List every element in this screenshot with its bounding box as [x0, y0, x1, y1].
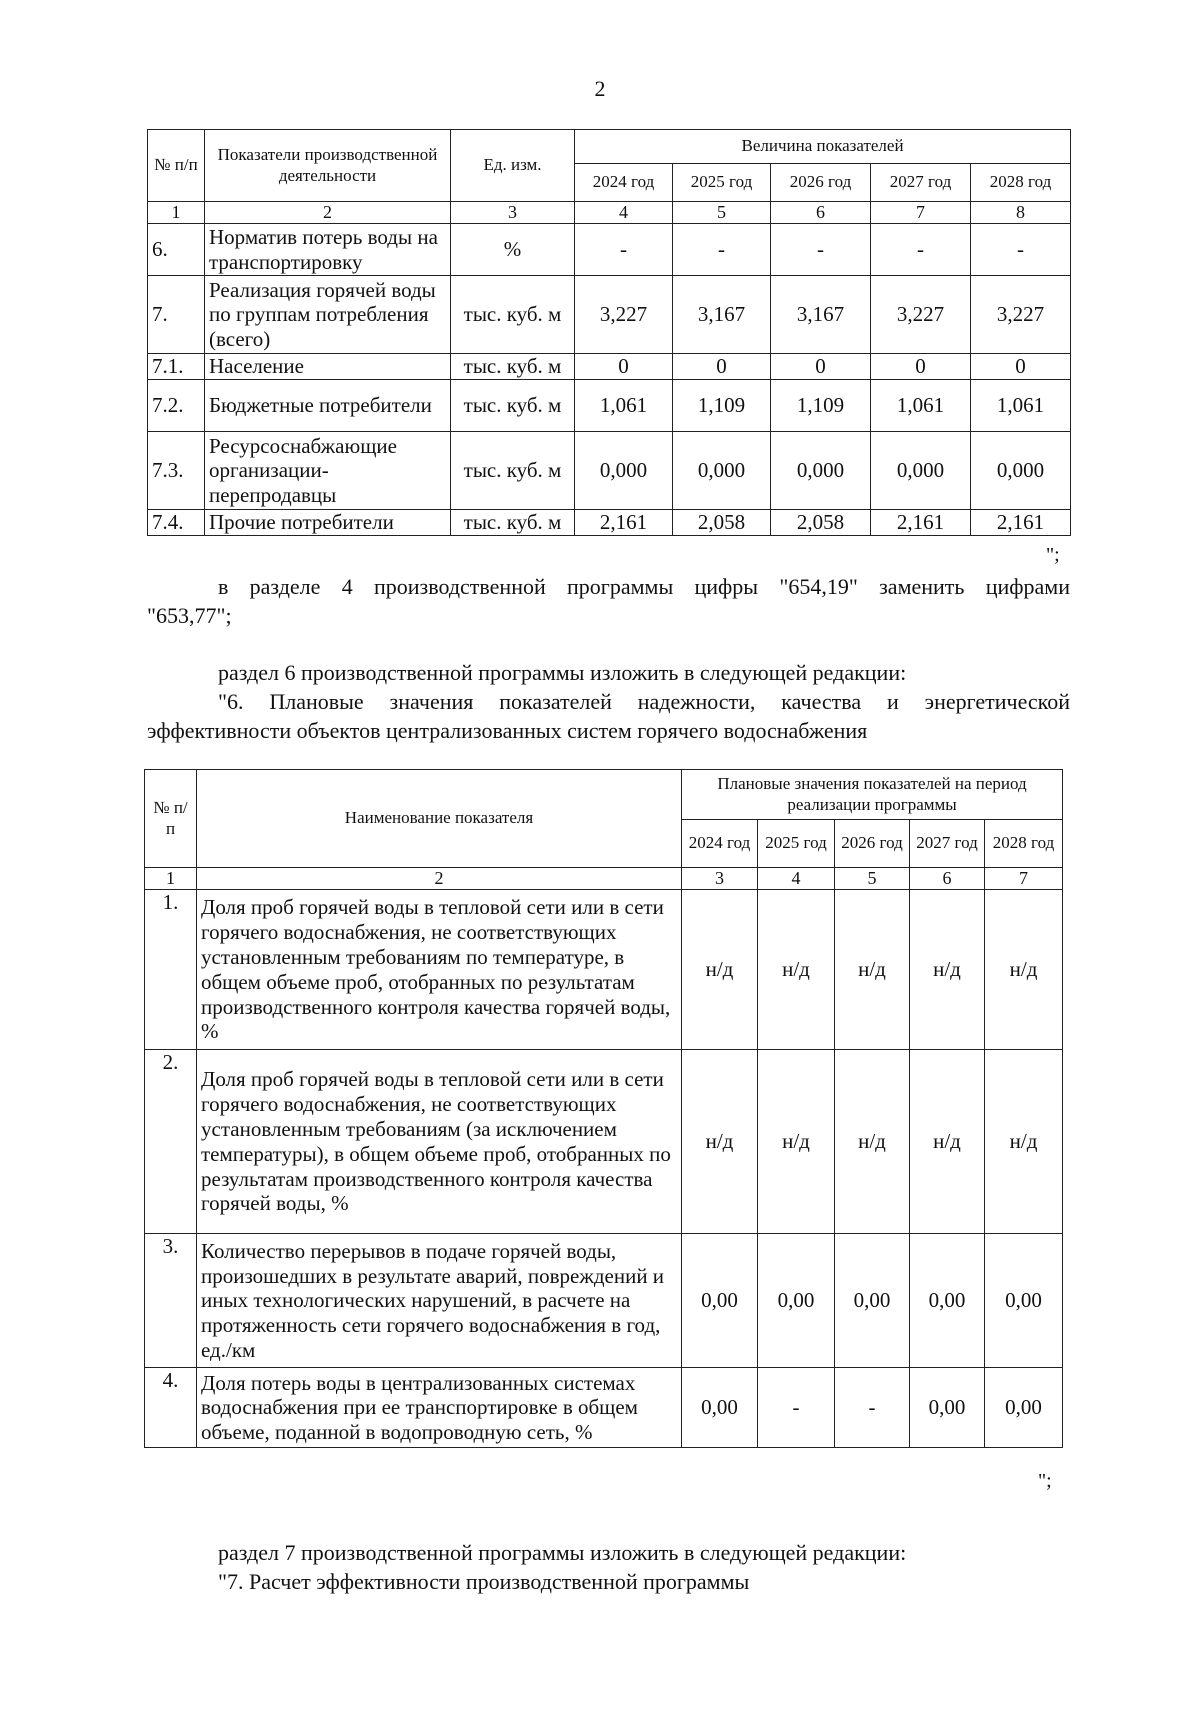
- header-year: 2027 год: [910, 820, 985, 868]
- row-value: н/д: [682, 890, 758, 1050]
- row-name: Доля потерь воды в централизованных системах водоснабжения при ее транспортировке в общем объеме, поданной в водопроводную сеть, %: [197, 1368, 682, 1448]
- table-row: [145, 1234, 1063, 1368]
- row-value: 0,00: [910, 1368, 985, 1448]
- row-value: 2,161: [971, 510, 1071, 536]
- row-value: 0,000: [575, 432, 673, 510]
- col-number: 6: [910, 868, 985, 890]
- row-value: 1,061: [971, 380, 1071, 432]
- col-number: 4: [575, 202, 673, 224]
- row-value: 0,000: [871, 432, 971, 510]
- row-value: н/д: [835, 890, 910, 1050]
- table2-closing-quote: ";: [1038, 1470, 1052, 1492]
- table-row: [145, 1368, 1063, 1448]
- row-value: 3,167: [771, 276, 871, 354]
- row-unit: %: [451, 224, 575, 276]
- table-row: [148, 276, 1071, 354]
- row-value: 0,00: [682, 1234, 758, 1368]
- row-value: 0: [673, 354, 771, 380]
- row-unit: тыс. куб. м: [451, 276, 575, 354]
- row-value: 2,161: [871, 510, 971, 536]
- row-value: 2,058: [673, 510, 771, 536]
- row-value: н/д: [682, 1050, 758, 1234]
- row-name: Доля проб горячей воды в тепловой сети или в сети горячего водоснабжения, не соответствующих установленным требованиям (за исключением температуры), в общем объеме проб, отобранных по результатам производственного контроля качества горячей воды, %: [197, 1050, 682, 1234]
- col-number: 7: [985, 868, 1063, 890]
- row-name: Население: [205, 354, 451, 380]
- row-value: -: [971, 224, 1071, 276]
- header-unit: Ед. изм.: [451, 130, 575, 202]
- col-number: 8: [971, 202, 1071, 224]
- table-row: [145, 1050, 1063, 1234]
- row-value: 0,00: [758, 1234, 835, 1368]
- row-value: н/д: [835, 1050, 910, 1234]
- row-name: Бюджетные потребители: [205, 380, 451, 432]
- row-value: 3,167: [673, 276, 771, 354]
- table-row: [148, 432, 1071, 510]
- header-year: 2025 год: [673, 164, 771, 202]
- row-name: Прочие потребители: [205, 510, 451, 536]
- row-num: 4.: [145, 1368, 197, 1448]
- table-row: [148, 224, 1071, 276]
- row-num: 6.: [148, 224, 205, 276]
- row-value: 0,00: [835, 1234, 910, 1368]
- table-row: [148, 510, 1071, 536]
- row-value: 2,161: [575, 510, 673, 536]
- row-num: 7.4.: [148, 510, 205, 536]
- header-indicator: Показатели производственной деятельности: [205, 130, 451, 202]
- header-num: № п/п: [145, 770, 197, 868]
- row-value: 1,109: [673, 380, 771, 432]
- row-value: 1,061: [871, 380, 971, 432]
- row-unit: тыс. куб. м: [451, 432, 575, 510]
- header-year: 2025 год: [758, 820, 835, 868]
- row-value: 1,061: [575, 380, 673, 432]
- row-value: н/д: [910, 890, 985, 1050]
- row-name: Норматив потерь воды на транспортировку: [205, 224, 451, 276]
- row-value: 0,00: [910, 1234, 985, 1368]
- paragraph-section6-intro: раздел 6 производственной программы изложить в следующей редакции:: [218, 660, 907, 685]
- row-num: 7.2.: [148, 380, 205, 432]
- paragraph-section4-line2: "653,77";: [147, 603, 232, 628]
- row-value: -: [673, 224, 771, 276]
- header-year: 2024 год: [682, 820, 758, 868]
- row-name: Реализация горячей воды по группам потребления (всего): [205, 276, 451, 354]
- row-value: 2,058: [771, 510, 871, 536]
- row-value: 0,00: [985, 1368, 1063, 1448]
- row-value: н/д: [985, 1050, 1063, 1234]
- col-number: 6: [771, 202, 871, 224]
- row-value: 0,000: [673, 432, 771, 510]
- row-value: н/д: [758, 1050, 835, 1234]
- col-number: 3: [451, 202, 575, 224]
- paragraph-section7-intro: раздел 7 производственной программы изложить в следующей редакции:: [218, 1540, 907, 1565]
- paragraph-section7-title: "7. Расчет эффективности производственной программы: [218, 1569, 750, 1594]
- row-value: н/д: [910, 1050, 985, 1234]
- row-value: н/д: [758, 890, 835, 1050]
- row-value: 0: [771, 354, 871, 380]
- row-value: 0,000: [771, 432, 871, 510]
- header-values-group: Плановые значения показателей на период реализации программы: [682, 770, 1063, 820]
- col-number: 2: [197, 868, 682, 890]
- row-value: н/д: [985, 890, 1063, 1050]
- row-name: Количество перерывов в подаче горячей воды, произошедших в результате аварий, повреждений и иных технологических нарушений, в расчете на протяженность сети горячего водоснабжения в год, ед./км: [197, 1234, 682, 1368]
- row-num: 7.: [148, 276, 205, 354]
- row-value: -: [771, 224, 871, 276]
- col-number: 4: [758, 868, 835, 890]
- col-number: 1: [148, 202, 205, 224]
- row-unit: тыс. куб. м: [451, 354, 575, 380]
- row-value: 3,227: [871, 276, 971, 354]
- header-name: Наименование показателя: [197, 770, 682, 868]
- header-year: 2024 год: [575, 164, 673, 202]
- row-unit: тыс. куб. м: [451, 380, 575, 432]
- production-indicators-table: [147, 129, 1071, 536]
- row-value: 0,00: [985, 1234, 1063, 1368]
- row-value: 0: [871, 354, 971, 380]
- row-value: 0: [971, 354, 1071, 380]
- row-unit: тыс. куб. м: [451, 510, 575, 536]
- row-value: -: [758, 1368, 835, 1448]
- header-year: 2027 год: [871, 164, 971, 202]
- row-value: 1,109: [771, 380, 871, 432]
- col-number: 3: [682, 868, 758, 890]
- col-number: 1: [145, 868, 197, 890]
- row-num: 3.: [145, 1234, 197, 1368]
- paragraph-section4-line1: в разделе 4 производственной программы цифры "654,19" заменить цифрами: [218, 574, 1070, 599]
- table-row: [148, 380, 1071, 432]
- row-value: 0,000: [971, 432, 1071, 510]
- row-name: Ресурсоснабжающие организации-перепродавцы: [205, 432, 451, 510]
- col-number: 5: [673, 202, 771, 224]
- row-value: 0,00: [682, 1368, 758, 1448]
- header-year: 2028 год: [971, 164, 1071, 202]
- row-num: 1.: [145, 890, 197, 1050]
- col-number: 2: [205, 202, 451, 224]
- row-num: 7.3.: [148, 432, 205, 510]
- row-value: 3,227: [575, 276, 673, 354]
- table-row: [148, 354, 1071, 380]
- paragraph-section6-title-line1: "6. Плановые значения показателей надежности, качества и энергетической: [218, 689, 1070, 714]
- planned-indicators-table: [144, 769, 1063, 1448]
- page-number: 2: [594, 76, 606, 101]
- table1-closing-quote: ";: [1046, 544, 1060, 566]
- row-value: 0: [575, 354, 673, 380]
- row-num: 2.: [145, 1050, 197, 1234]
- row-value: -: [871, 224, 971, 276]
- header-year: 2028 год: [985, 820, 1063, 868]
- row-value: 3,227: [971, 276, 1071, 354]
- table-row: [145, 890, 1063, 1050]
- row-value: -: [575, 224, 673, 276]
- col-number: 5: [835, 868, 910, 890]
- row-value: -: [835, 1368, 910, 1448]
- row-name: Доля проб горячей воды в тепловой сети или в сети горячего водоснабжения, не соответствующих установленным требованиям по температуре, в общем объеме проб, отобранных по результатам производственного контроля качества горячей воды, %: [197, 890, 682, 1050]
- row-num: 7.1.: [148, 354, 205, 380]
- header-year: 2026 год: [835, 820, 910, 868]
- header-values-group: Величина показателей: [575, 130, 1071, 164]
- header-num: № п/п: [148, 130, 205, 202]
- header-year: 2026 год: [771, 164, 871, 202]
- col-number: 7: [871, 202, 971, 224]
- paragraph-section6-title-line2: эффективности объектов централизованных систем горячего водоснабжения: [147, 718, 868, 743]
